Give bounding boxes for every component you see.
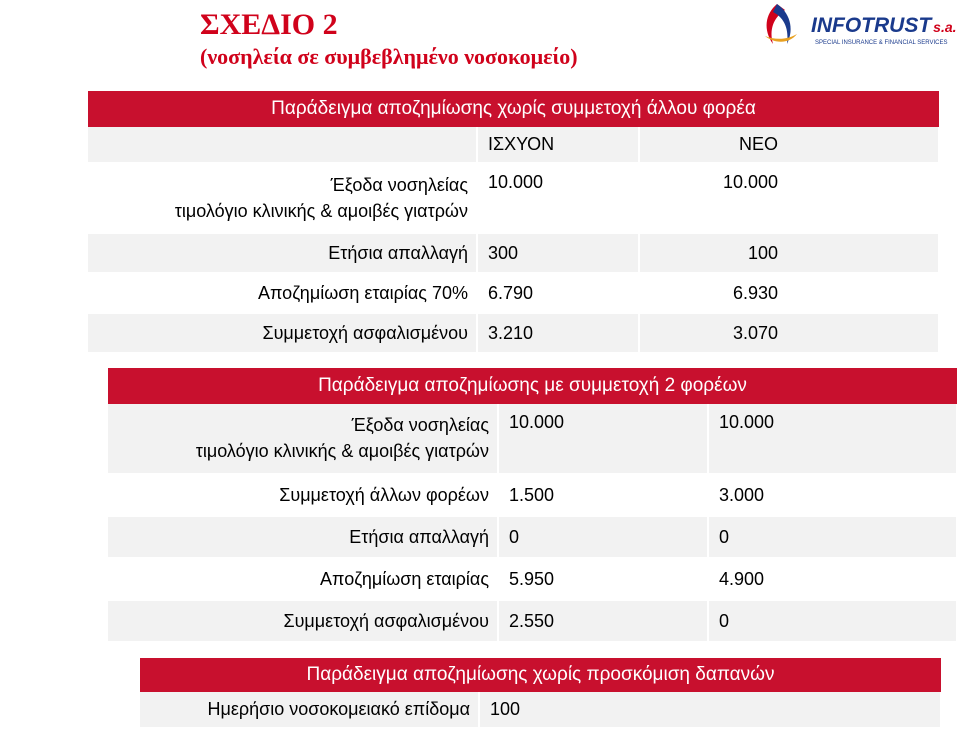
table1-header: Παράδειγμα αποζημίωσης χωρίς συμμετοχή άλλου φορέα <box>88 91 939 127</box>
table-row <box>108 474 957 516</box>
row-label-line2: τιμολόγιο κλινικής & αμοιβές γιατρών <box>174 201 468 221</box>
value-new: 6.930 <box>639 273 939 313</box>
value-existing: 6.790 <box>477 273 639 313</box>
logo-emblem-icon <box>755 0 960 50</box>
table-row <box>88 313 939 353</box>
table-row <box>108 516 957 558</box>
row-label: Αποζημίωση εταιρίας <box>108 558 498 600</box>
page-title: ΣΧΕΔΙΟ 2 <box>200 8 338 41</box>
table2-header: Παράδειγμα αποζημίωσης με συμμετοχή 2 φορέων <box>108 368 957 404</box>
value-existing: 5.950 <box>498 558 708 600</box>
row-label: Ετήσια απαλλαγή <box>88 233 477 273</box>
table-row <box>140 692 941 728</box>
row-label: Συμμετοχή άλλων φορέων <box>108 474 498 516</box>
table3-header: Παράδειγμα αποζημίωσης χωρίς προσκόμιση δαπανών <box>140 658 941 692</box>
table-without-expenses <box>140 658 942 729</box>
row-label-line2: τιμολόγιο κλινικής & αμοιβές γιατρών <box>195 441 489 461</box>
col-existing-header: ΙΣΧΥΟΝ <box>477 127 639 163</box>
logo-wordmark: INFOTRUST s.a. <box>811 14 957 37</box>
row-label: Ημερήσιο νοσοκομειακό επίδομα <box>140 692 479 728</box>
value-new: 10.000 <box>708 404 957 474</box>
value-new: 0 <box>708 600 957 642</box>
infotrust-logo <box>755 0 960 50</box>
table1-header-blank <box>88 127 477 163</box>
value-existing: 2.550 <box>498 600 708 642</box>
value: 100 <box>479 692 941 728</box>
value-new: 3.070 <box>639 313 939 353</box>
value-existing: 1.500 <box>498 474 708 516</box>
row-label: Αποζημίωση εταιρίας 70% <box>88 273 477 313</box>
row-label: Συμμετοχή ασφαλισμένου <box>88 313 477 353</box>
value-existing: 300 <box>477 233 639 273</box>
table-row <box>88 163 939 233</box>
col-new-header: ΝΕΟ <box>639 127 939 163</box>
row-label: Ετήσια απαλλαγή <box>108 516 498 558</box>
title-block <box>200 8 578 70</box>
page-subtitle: (νοσηλεία σε συμβεβλημένο νοσοκομείο) <box>200 44 578 69</box>
table-with-two-providers <box>108 368 958 643</box>
value-new: 3.000 <box>708 474 957 516</box>
value-new: 100 <box>639 233 939 273</box>
table-row <box>108 600 957 642</box>
value-existing: 10.000 <box>498 404 708 474</box>
value-new: 0 <box>708 516 957 558</box>
table-without-other-provider <box>88 91 940 354</box>
table-row <box>108 404 957 474</box>
value-existing: 0 <box>498 516 708 558</box>
row-label <box>108 404 498 474</box>
table-row <box>108 558 957 600</box>
table-row <box>88 273 939 313</box>
row-label-line1: Έξοδα νοσηλείας <box>330 175 468 195</box>
row-label-line1: Έξοδα νοσηλείας <box>351 415 489 435</box>
value-new: 4.900 <box>708 558 957 600</box>
value-existing: 10.000 <box>477 163 639 233</box>
table-row <box>88 233 939 273</box>
row-label <box>88 163 477 233</box>
logo-tagline: SPECIAL INSURANCE & FINANCIAL SERVICES <box>815 40 948 46</box>
row-label: Συμμετοχή ασφαλισμένου <box>108 600 498 642</box>
value-existing: 3.210 <box>477 313 639 353</box>
value-new: 10.000 <box>639 163 939 233</box>
